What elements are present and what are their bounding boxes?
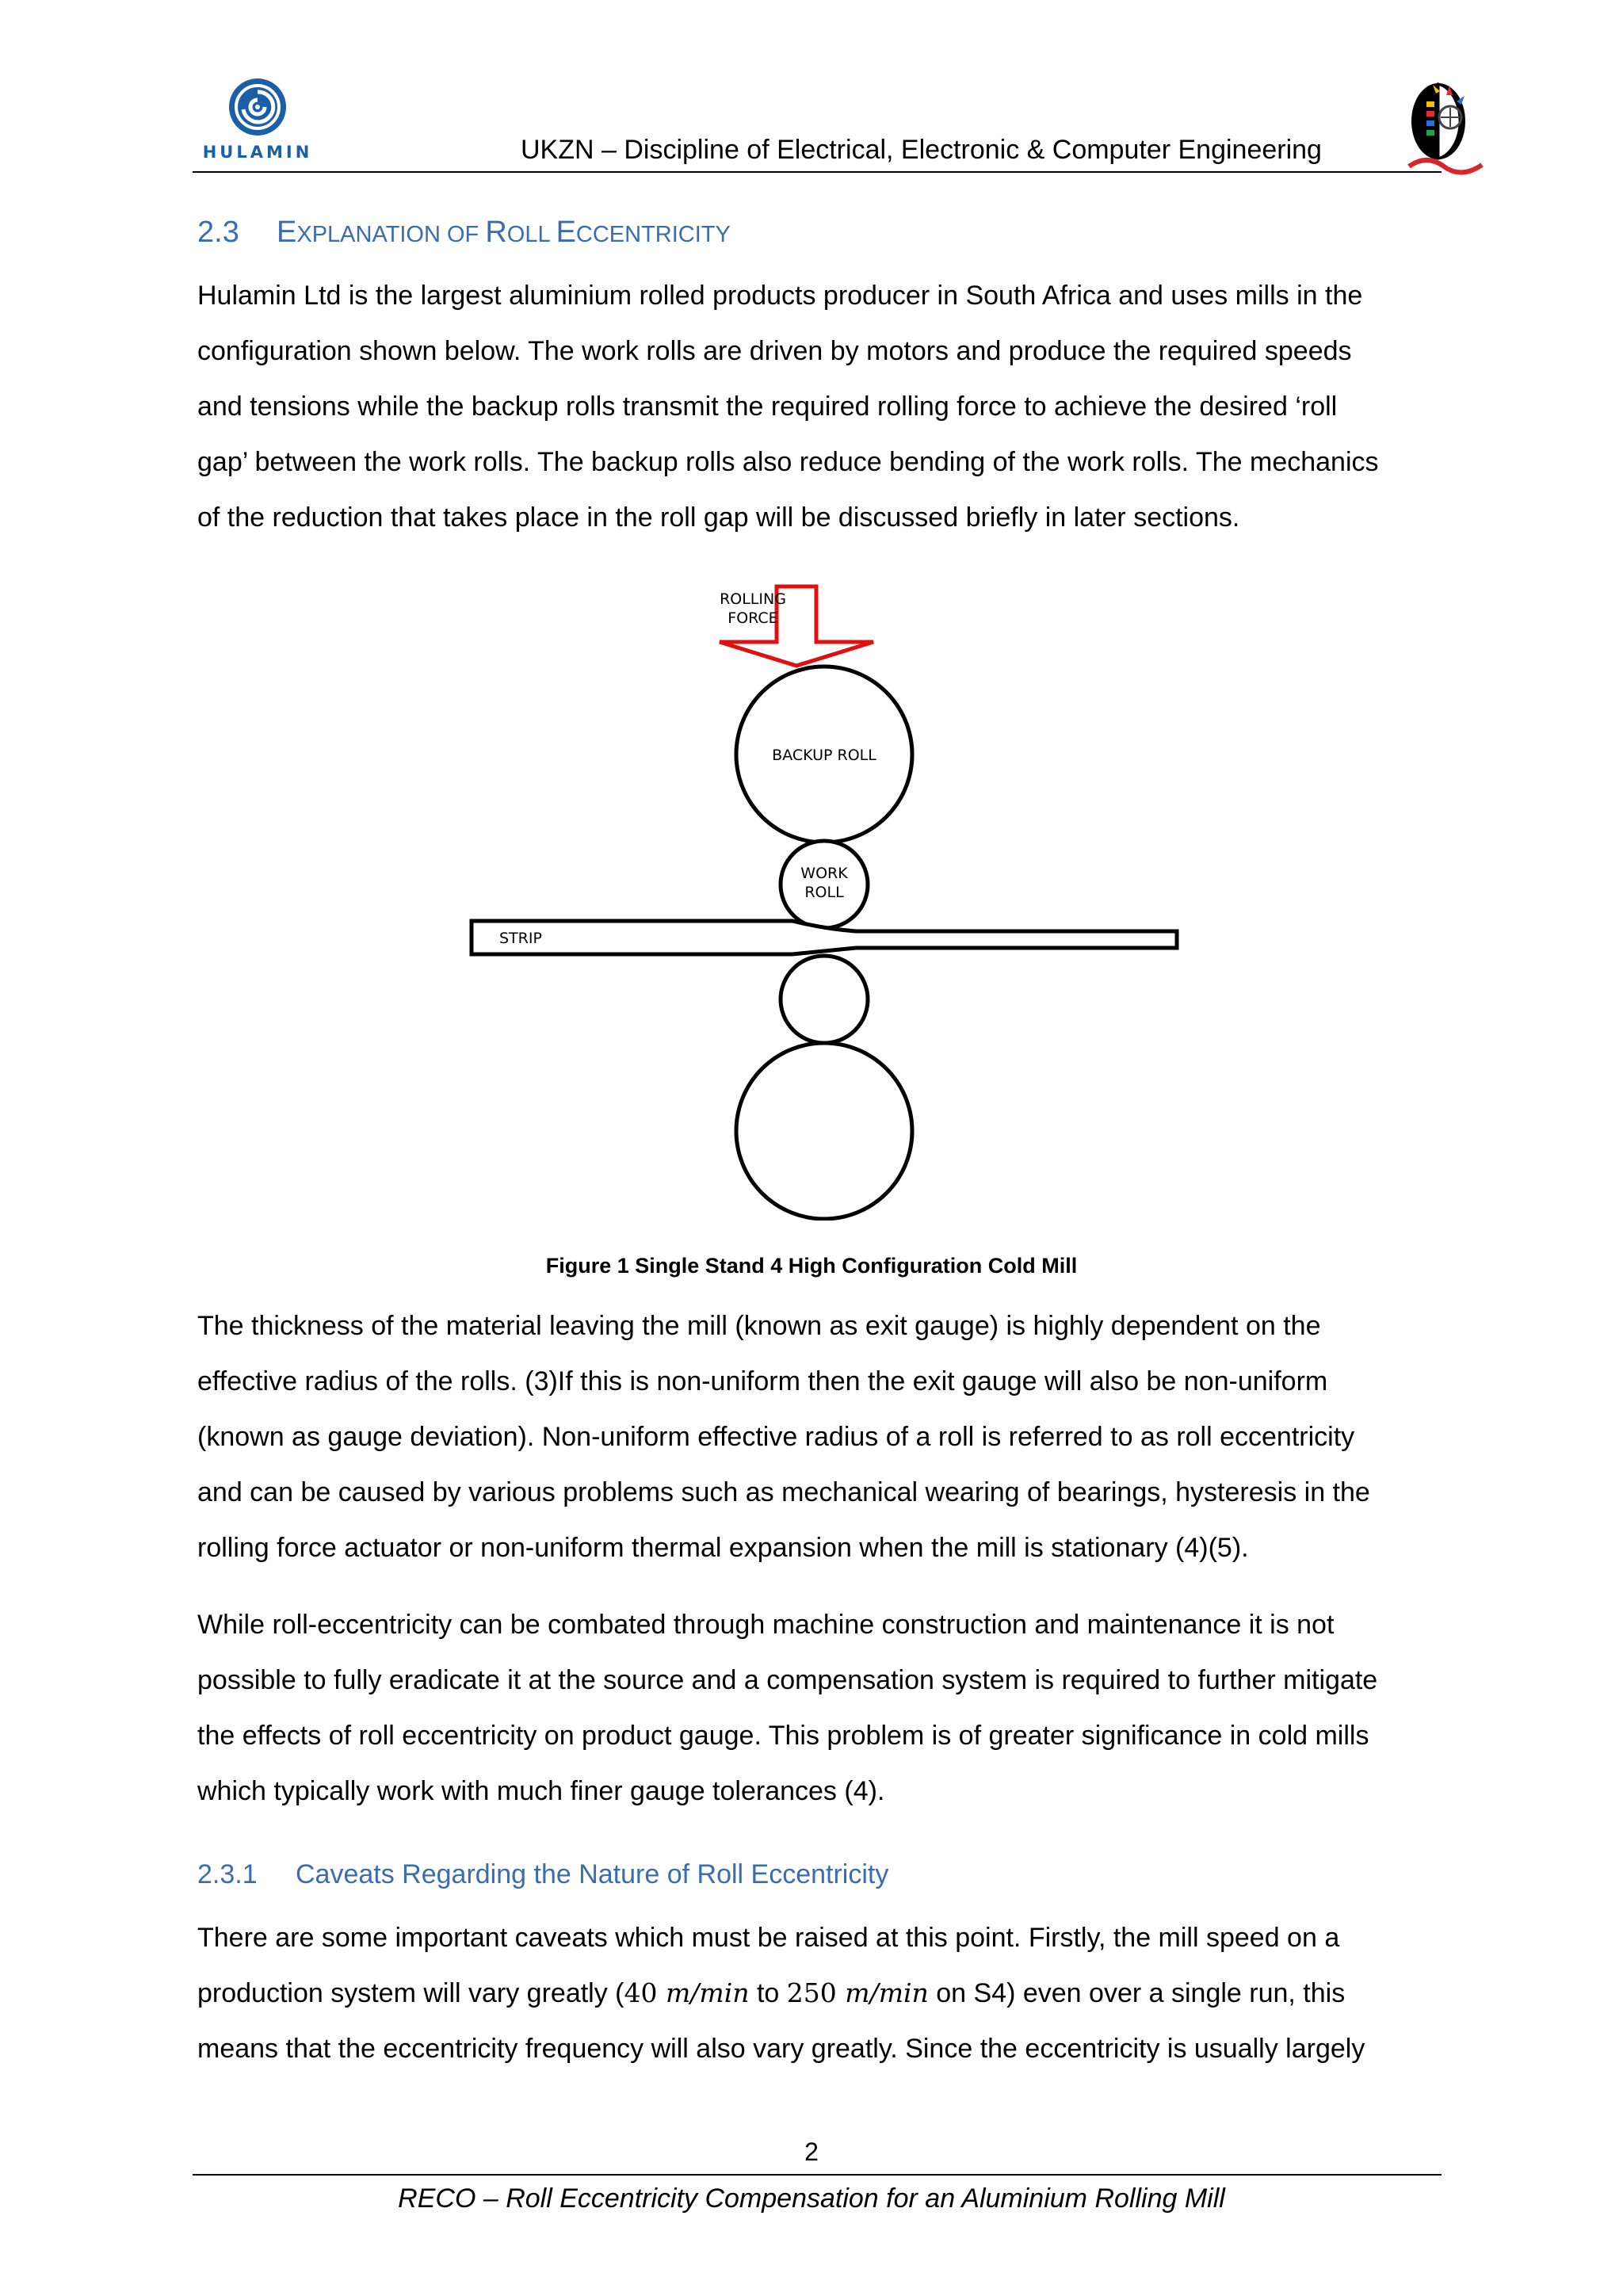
text-line bbox=[197, 1966, 1442, 2021]
text-line: and can be caused by various problems such as mechanical wearing of bearings, hysteresis in the bbox=[197, 1477, 1370, 1507]
work-roll-label-2: ROLL bbox=[804, 884, 844, 901]
math-unit: m/min bbox=[666, 1977, 750, 2008]
math-unit: m/min bbox=[845, 1977, 929, 2008]
text-fragment: to bbox=[749, 1978, 787, 2008]
text-line: rolling force actuator or non-uniform thermal expansion when the mill is stationary (4)(5). bbox=[197, 1533, 1249, 1563]
text-line: configuration shown below. The work rolls are driven by motors and produce the required speeds bbox=[197, 336, 1352, 366]
text-line: The thickness of the material leaving the mill (known as exit gauge) is highly dependent on the bbox=[197, 1311, 1321, 1341]
text-line: While roll-eccentricity can be combated through machine construction and maintenance it is not bbox=[197, 1610, 1335, 1640]
subsection-title: Caveats Regarding the Nature of Roll Eccentricity bbox=[296, 1859, 889, 1889]
figure-caption: Figure 1 Single Stand 4 High Configuration Cold Mill bbox=[545, 1254, 1078, 1278]
footer-rule bbox=[193, 2174, 1442, 2176]
section-title-part: OLL bbox=[506, 222, 556, 247]
ukzn-crest-icon bbox=[1403, 78, 1490, 178]
strip-label: STRIP bbox=[499, 930, 542, 947]
subsection-number: 2.3.1 bbox=[197, 1859, 258, 1889]
section-title-part: R bbox=[485, 216, 507, 249]
header-rule bbox=[193, 171, 1442, 173]
rolling-force-label-2: FORCE bbox=[727, 609, 778, 627]
text-line: (known as gauge deviation). Non-uniform effective radius of a roll is referred to as roll eccentricity bbox=[197, 1422, 1355, 1452]
lower-work-roll bbox=[781, 956, 868, 1043]
math-number: 40 bbox=[624, 1977, 658, 2008]
lower-backup-roll bbox=[736, 1043, 912, 1219]
section-number: 2.3 bbox=[197, 216, 239, 249]
section-title-part: E bbox=[556, 216, 576, 249]
work-roll-label-1: WORK bbox=[800, 865, 848, 882]
text-line: means that the eccentricity frequency will also vary greatly. Since the eccentricity is usually largely bbox=[197, 2034, 1365, 2064]
text-line: effective radius of the rolls. (3)If this is non-uniform then the exit gauge will also be non-uniform bbox=[197, 1366, 1328, 1396]
text-line: possible to fully eradicate it at the source and a compensation system is required to further mitigate bbox=[197, 1665, 1378, 1695]
section-title-part: CCENTRICITY bbox=[575, 222, 731, 247]
text-fragment: on S4) even over a single run, this bbox=[928, 1978, 1346, 2008]
ukzn-crest-logo bbox=[1403, 78, 1490, 178]
paragraph-exit-gauge bbox=[197, 1298, 1442, 1576]
section-title-part: XPLANATION OF bbox=[296, 222, 486, 247]
text-line: of the reduction that takes place in the roll gap will be discussed briefly in later sections. bbox=[197, 502, 1240, 533]
text-line: There are some important caveats which must be raised at this point. Firstly, the mill speed on a bbox=[197, 1923, 1340, 1953]
page-number: 2 bbox=[804, 2137, 819, 2166]
subsection-heading bbox=[197, 1859, 888, 1890]
mill-configuration-figure bbox=[460, 579, 1189, 1221]
rolling-force-label-1: ROLLING bbox=[720, 590, 786, 608]
text-line: the effects of roll eccentricity on product gauge. This problem is of greater significance in cold mills bbox=[197, 1721, 1369, 1751]
paragraph-compensation bbox=[197, 1597, 1442, 1819]
text-line: Hulamin Ltd is the largest aluminium rolled products producer in South Africa and uses mills in the bbox=[197, 281, 1363, 311]
header-title: UKZN – Discipline of Electrical, Electronic & Computer Engineering bbox=[521, 135, 1322, 165]
section-title-part: E bbox=[277, 216, 297, 249]
math-speed-high bbox=[787, 1977, 929, 2008]
strip bbox=[472, 921, 1177, 954]
paragraph-intro bbox=[197, 268, 1442, 545]
hulamin-logo bbox=[198, 76, 317, 165]
section-heading bbox=[197, 216, 731, 250]
hulamin-brand-text: HULAMIN bbox=[202, 143, 313, 162]
text-line: gap’ between the work rolls. The backup rolls also reduce bending of the work rolls. The mechanics bbox=[197, 447, 1379, 477]
footer-title: RECO – Roll Eccentricity Compensation for an Aluminium Rolling Mill bbox=[398, 2183, 1225, 2214]
text-fragment: production system will vary greatly ( bbox=[197, 1978, 624, 2008]
backup-roll-label: BACKUP ROLL bbox=[772, 747, 876, 764]
text-line: which typically work with much finer gauge tolerances (4). bbox=[197, 1776, 885, 1806]
math-speed-low bbox=[624, 1977, 750, 2008]
math-number: 250 bbox=[786, 1977, 837, 2008]
hulamin-swirl-icon bbox=[227, 76, 288, 138]
mill-diagram bbox=[460, 579, 1189, 1221]
text-line: and tensions while the backup rolls transmit the required rolling force to achieve the desired ‘roll bbox=[197, 392, 1338, 422]
paragraph-caveats bbox=[197, 1910, 1442, 2076]
